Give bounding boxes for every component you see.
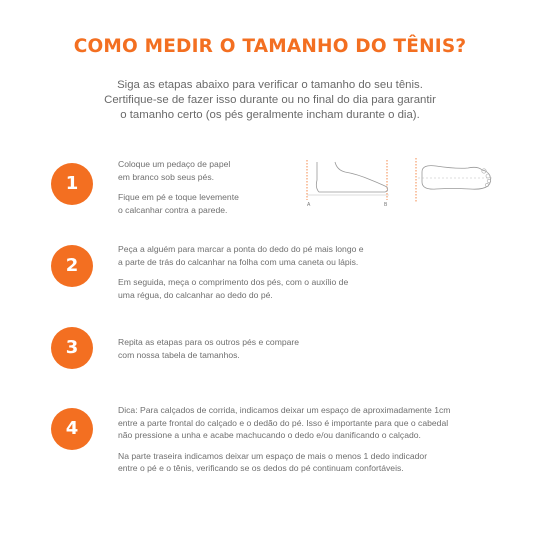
step-3-badge: 3 (51, 327, 93, 369)
label-b: B (384, 202, 388, 208)
intro-text (60, 78, 480, 123)
step-1-badge: 1 (51, 163, 93, 205)
intro-line: Siga as etapas abaixo para verificar o tamanho do seu tênis. (117, 79, 423, 91)
step-paragraph: Dica: Para calçados de corrida, indicamos deixar um espaço de aproximadamente 1cm entre a parte frontal do calçado e o dedão do pé. Isso é importante para que o cabedal não pressione a unha e acabe machucando o dedo e/ou danificando o calçado. (118, 405, 451, 440)
step-paragraph: Na parte traseira indicamos deixar um espaço de mais o menos 1 dedo indicador entre o pé e o tênis, verificando se os dedos do pé continuam confortáveis. (118, 450, 428, 473)
step-4-text (118, 404, 450, 483)
step-2-text (118, 243, 364, 309)
foot-side-illustration (305, 158, 395, 208)
intro-line: Certifique-se de fazer isso durante ou no final do dia para garantir (104, 94, 436, 106)
step-1-text (118, 158, 239, 224)
step-2-badge: 2 (51, 245, 93, 287)
step-paragraph: Fique em pé e toque levemente o calcanhar contra a parede. (118, 192, 239, 215)
intro-line: o tamanho certo (os pés geralmente incham durante o dia). (120, 109, 420, 121)
label-a: A (307, 202, 311, 208)
step-paragraph: Peça a alguém para marcar a ponta do dedo do pé mais longo e a parte de trás do calcanhar na folha com uma caneta ou lápis. (118, 244, 364, 267)
step-paragraph: Coloque um pedaço de papel em branco sob seus pés. (118, 159, 231, 182)
step-paragraph: Em seguida, meça o comprimento dos pés, com o auxílio de uma régua, do calcanhar ao dedo do pé. (118, 277, 349, 300)
step-paragraph: Repita as etapas para os outros pés e compare com nossa tabela de tamanhos. (118, 337, 300, 360)
step-4-badge: 4 (51, 408, 93, 450)
page-title: COMO MEDIR O TAMANHO DO TÊNIS? (73, 36, 467, 57)
step-3-text (118, 336, 299, 369)
foot-top-illustration (408, 156, 496, 206)
